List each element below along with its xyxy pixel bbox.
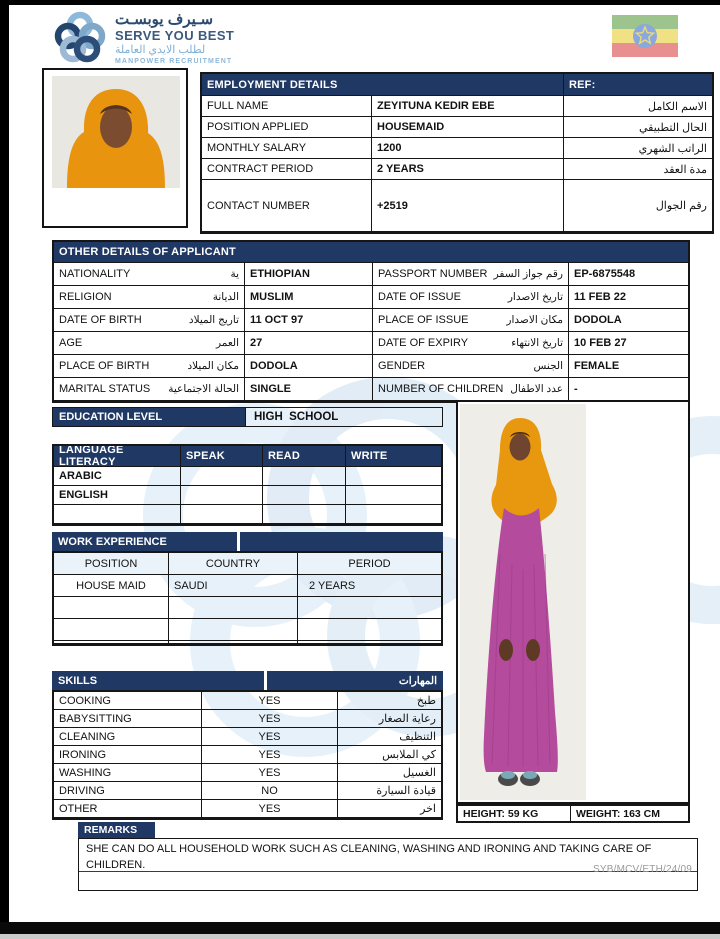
field-label-place-of-birth: PLACE OF BIRTH مكان الميلاد bbox=[54, 355, 245, 378]
language-literacy-header: LANGUAGE LITERACY bbox=[54, 446, 181, 467]
period-header: PERIOD bbox=[298, 553, 441, 575]
ref-header: REF: bbox=[564, 74, 712, 96]
agency-logo bbox=[52, 10, 234, 66]
field-arabic-age: العمر bbox=[215, 337, 239, 349]
field-arabic-position-applied: الحال التطبيقي bbox=[564, 117, 712, 138]
work-experience-header-spacer bbox=[240, 532, 443, 551]
write-header: WRITE bbox=[346, 446, 441, 467]
remarks-box bbox=[78, 838, 698, 891]
skill-label-driving: DRIVING bbox=[54, 782, 202, 800]
skill-arabic-washing: الغسيل bbox=[338, 764, 441, 782]
field-label-age: AGE العمر bbox=[54, 332, 245, 355]
field-label-full-name: FULL NAME bbox=[202, 96, 372, 117]
page-footer-strip bbox=[0, 934, 720, 939]
skill-value-cooking: YES bbox=[202, 692, 338, 710]
fullbody-image bbox=[460, 404, 586, 800]
field-arabic-full-name: الاسم الكامل bbox=[564, 96, 712, 117]
remarks-text: SHE CAN DO ALL HOUSEHOLD WORK SUCH AS CLEANING, WASHING AND IRONING AND TAKING CARE OF CHILDREN. bbox=[86, 843, 652, 871]
field-arabic-contact-number: رقم الجوال bbox=[564, 180, 712, 232]
field-label-date-of-expiry: DATE OF EXPIRY تاريخ الانتهاء bbox=[373, 332, 569, 355]
field-value-place-of-issue: DODOLA bbox=[569, 309, 688, 332]
skill-label-washing: WASHING bbox=[54, 764, 202, 782]
document-code: SYB/MCV/ETH/24/09 bbox=[593, 864, 692, 875]
agency-name-english: SERVE YOU BEST bbox=[115, 27, 235, 43]
work-country-cell bbox=[169, 597, 298, 619]
logo-rings-icon bbox=[52, 10, 108, 66]
education-level-header: EDUCATION LEVEL bbox=[52, 407, 245, 427]
applicant-headshot-photo bbox=[42, 68, 188, 228]
page-bottom-border bbox=[0, 922, 720, 934]
work-period-cell bbox=[298, 619, 441, 641]
field-value-place-of-birth: DODOLA bbox=[245, 355, 373, 378]
speak-header: SPEAK bbox=[181, 446, 263, 467]
field-arabic-number-of-children: عدد الاطفال bbox=[510, 383, 563, 395]
field-label-date-of-birth: DATE OF BIRTH تاريج الميلاد bbox=[54, 309, 245, 332]
field-value-contract-period: 2 YEARS bbox=[372, 159, 564, 180]
field-label-religion: RELIGION الديانة bbox=[54, 286, 245, 309]
skill-value-babysitting: YES bbox=[202, 710, 338, 728]
skill-value-driving: NO bbox=[202, 782, 338, 800]
weight-value: WEIGHT: 163 CM bbox=[576, 807, 661, 820]
field-arabic-contract-period: مدة العقد bbox=[564, 159, 712, 180]
field-label-passport-number: PASSPORT NUMBER رقم جواز السفر bbox=[373, 263, 569, 286]
field-value-passport-number: EP-6875548 bbox=[569, 263, 688, 286]
field-value-monthly-salary: 1200 bbox=[372, 138, 564, 159]
education-level-value: HIGH SCHOOL bbox=[245, 407, 443, 427]
country-header: COUNTRY bbox=[169, 553, 298, 575]
field-label-number-of-children: NUMBER OF CHILDREN عدد الاطفال bbox=[373, 378, 569, 401]
field-value-number-of-children: - bbox=[569, 378, 688, 401]
field-value-religion: MUSLIM bbox=[245, 286, 373, 309]
field-value-marital-status: SINGLE bbox=[245, 378, 373, 401]
skill-arabic-cooking: طبخ bbox=[338, 692, 441, 710]
field-label-position-applied: POSITION APPLIED bbox=[202, 117, 372, 138]
skill-arabic-driving: قيادة السيارة bbox=[338, 782, 441, 800]
skill-label-ironing: IRONING bbox=[54, 746, 202, 764]
position-header: POSITION bbox=[54, 553, 169, 575]
skill-arabic-cleaning: التنظيف bbox=[338, 728, 441, 746]
other-details-table bbox=[52, 240, 690, 403]
applicant-fullbody-photo bbox=[456, 400, 690, 804]
field-value-full-name: ZEYITUNA KEDIR EBE bbox=[372, 96, 564, 117]
field-arabic-monthly-salary: الراتب الشهري bbox=[564, 138, 712, 159]
work-experience-header-bar bbox=[52, 532, 443, 551]
language-name: ARABIC bbox=[54, 467, 181, 486]
remarks-header: REMARKS bbox=[78, 822, 155, 838]
field-value-age: 27 bbox=[245, 332, 373, 355]
language-write-cell bbox=[346, 486, 441, 505]
page-left-border bbox=[0, 0, 9, 923]
skill-arabic-ironing: كي الملابس bbox=[338, 746, 441, 764]
field-label-nationality: NATIONALITY ية bbox=[54, 263, 245, 286]
skill-value-washing: YES bbox=[202, 764, 338, 782]
work-position-cell bbox=[54, 619, 169, 641]
work-position-cell bbox=[54, 597, 169, 619]
language-write-cell bbox=[346, 467, 441, 486]
field-value-date-of-expiry: 10 FEB 27 bbox=[569, 332, 688, 355]
field-label-marital-status: MARITAL STATUS الحالة الاجتماعية bbox=[54, 378, 245, 401]
skills-header-arabic: المهارات bbox=[267, 671, 443, 690]
work-experience-table bbox=[52, 551, 443, 646]
field-value-date-of-birth: 11 OCT 97 bbox=[245, 309, 373, 332]
work-position-cell: HOUSE MAID bbox=[54, 575, 169, 597]
agency-tagline-arabic: لطلب الايدي العاملة bbox=[115, 44, 206, 57]
field-value-gender: FEMALE bbox=[569, 355, 688, 378]
field-arabic-date-of-birth: تاريج الميلاد bbox=[188, 314, 239, 326]
skill-value-ironing: YES bbox=[202, 746, 338, 764]
skill-label-babysitting: BABYSITTING bbox=[54, 710, 202, 728]
skills-table bbox=[52, 690, 443, 820]
physical-stats-row bbox=[456, 804, 690, 823]
field-arabic-religion: الديانة bbox=[212, 291, 239, 303]
skill-arabic-other: اخر bbox=[338, 800, 441, 818]
language-read-cell bbox=[263, 486, 346, 505]
skill-label-cleaning: CLEANING bbox=[54, 728, 202, 746]
page-top-border bbox=[0, 0, 720, 5]
skills-header-bar bbox=[52, 671, 443, 690]
skills-header: SKILLS bbox=[52, 671, 264, 690]
field-arabic-place-of-issue: مكان الاصدار bbox=[506, 314, 563, 326]
language-write-cell bbox=[346, 505, 441, 524]
work-period-cell bbox=[298, 641, 441, 644]
field-value-date-of-issue: 11 FEB 22 bbox=[569, 286, 688, 309]
headshot-image bbox=[52, 76, 180, 188]
language-speak-cell bbox=[181, 467, 263, 486]
field-value-position-applied: HOUSEMAID bbox=[372, 117, 564, 138]
employment-details-header: EMPLOYMENT DETAILS bbox=[202, 74, 564, 96]
work-country-cell bbox=[169, 641, 298, 644]
field-label-date-of-issue: DATE OF ISSUE تاريخ الاصدار bbox=[373, 286, 569, 309]
language-read-cell bbox=[263, 467, 346, 486]
field-label-contract-period: CONTRACT PERIOD bbox=[202, 159, 372, 180]
work-period-cell: 2 YEARS bbox=[298, 575, 441, 597]
language-name: ENGLISH bbox=[54, 486, 181, 505]
work-experience-header: WORK EXPERIENCE bbox=[52, 532, 237, 551]
language-literacy-table bbox=[52, 444, 443, 526]
ethiopia-flag bbox=[612, 15, 678, 57]
field-arabic-nationality: ية bbox=[230, 268, 239, 280]
field-arabic-date-of-expiry: تاريخ الانتهاء bbox=[511, 337, 563, 349]
agency-name-arabic: سـيرف يوبسـت bbox=[115, 11, 214, 28]
other-details-header: OTHER DETAILS OF APPLICANT bbox=[54, 242, 688, 263]
work-position-cell bbox=[54, 641, 169, 644]
language-name bbox=[54, 505, 181, 524]
height-value: HEIGHT: 59 KG bbox=[458, 806, 571, 821]
field-value-nationality: ETHIOPIAN bbox=[245, 263, 373, 286]
language-speak-cell bbox=[181, 505, 263, 524]
field-label-place-of-issue: PLACE OF ISSUE مكان الاصدار bbox=[373, 309, 569, 332]
field-label-gender: GENDER الجنس bbox=[373, 355, 569, 378]
skill-label-other: OTHER bbox=[54, 800, 202, 818]
education-level-row bbox=[52, 407, 443, 427]
skill-arabic-babysitting: رعاية الصغار bbox=[338, 710, 441, 728]
work-country-cell: SAUDI bbox=[169, 575, 298, 597]
field-arabic-date-of-issue: تاريخ الاصدار bbox=[507, 291, 563, 303]
read-header: READ bbox=[263, 446, 346, 467]
agency-logo-text bbox=[115, 10, 234, 65]
skill-value-other: YES bbox=[202, 800, 338, 818]
field-arabic-passport-number: رقم جواز السفر bbox=[493, 268, 563, 280]
language-read-cell bbox=[263, 505, 346, 524]
work-country-cell bbox=[169, 619, 298, 641]
field-label-contact-number: CONTACT NUMBER bbox=[202, 180, 372, 232]
field-arabic-gender: الجنس bbox=[533, 360, 563, 372]
field-value-contact-number: +2519 bbox=[372, 180, 564, 232]
field-label-monthly-salary: MONTHLY SALARY bbox=[202, 138, 372, 159]
employment-details-table bbox=[200, 72, 714, 234]
agency-tagline-english: MANPOWER RECRUITMENT bbox=[115, 57, 233, 65]
field-arabic-place-of-birth: مكان الميلاد bbox=[187, 360, 239, 372]
language-speak-cell bbox=[181, 486, 263, 505]
skill-value-cleaning: YES bbox=[202, 728, 338, 746]
field-arabic-marital-status: الحالة الاجتماعية bbox=[168, 383, 239, 395]
skill-label-cooking: COOKING bbox=[54, 692, 202, 710]
work-period-cell bbox=[298, 597, 441, 619]
